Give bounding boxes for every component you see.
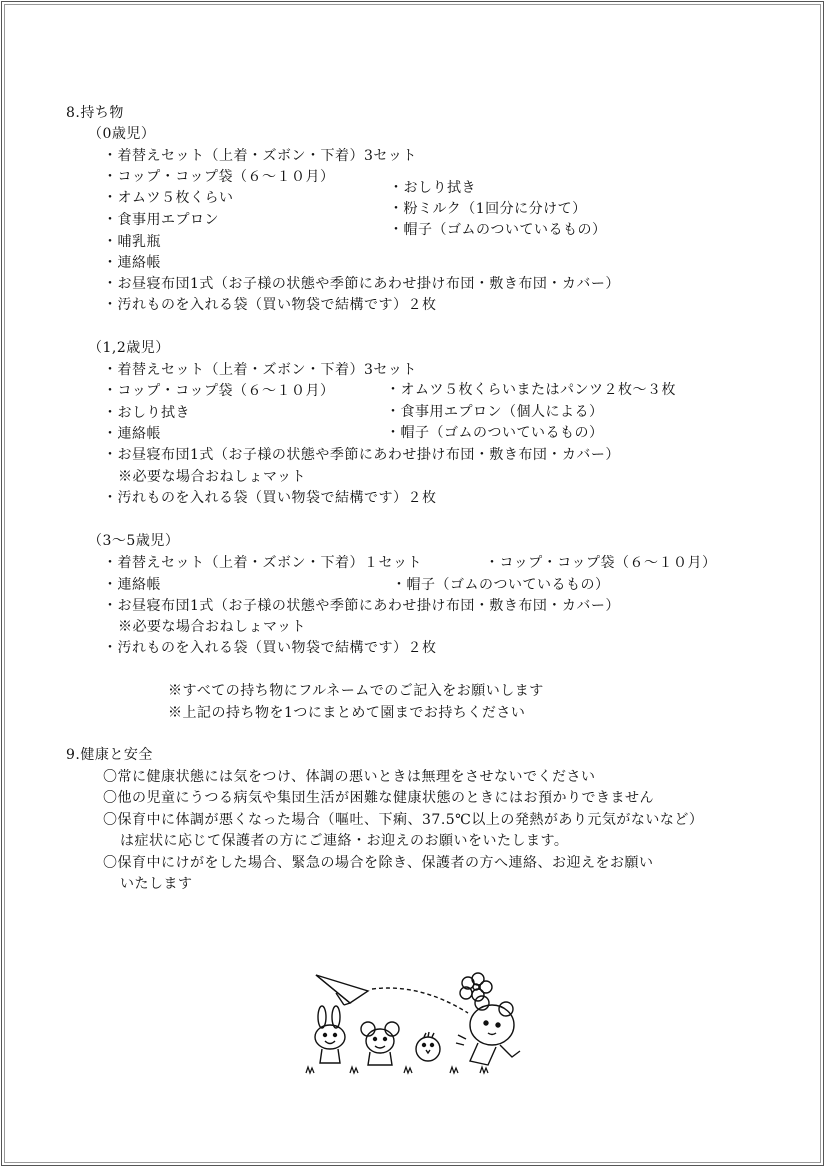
age0-item: ・オムツ５枚くらい xyxy=(103,190,234,206)
mouse-icon xyxy=(361,1022,399,1065)
age12-right-item: ・食事用エプロン（個人による） xyxy=(386,404,604,420)
chick-icon xyxy=(416,1032,440,1061)
health-item: いたします xyxy=(120,876,193,892)
age35-item: ・汚れものを入れる袋（買い物袋で結構です）２枚 xyxy=(103,640,437,656)
age12-label: （1,2歳児） xyxy=(88,340,170,356)
age12-item: ・コップ・コップ袋（６～１０月） xyxy=(103,383,335,399)
age35-right-item: ・コップ・コップ袋（６～１０月） xyxy=(485,555,717,571)
health-item: 〇常に健康状態には気をつけ、体調の悪いときは無理をさせないでください xyxy=(103,769,596,785)
age0-right-item: ・帽子（ゴムのついているもの） xyxy=(389,222,607,238)
age35-right-item: ・帽子（ゴムのついているもの） xyxy=(392,577,610,593)
running-bear-icon xyxy=(456,996,520,1065)
health-item: 〇保育中に体調が悪くなった場合（嘔吐、下痢、37.5℃以上の発熱があり元気がないなど） xyxy=(103,812,704,828)
age0-item: ・哺乳瓶 xyxy=(103,234,161,250)
age35-item: ・連絡帳 xyxy=(103,577,161,593)
age12-item: ・おしり拭き xyxy=(103,405,190,421)
age0-item: ・食事用エプロン xyxy=(103,212,219,228)
age0-label: （0歳児） xyxy=(88,126,156,142)
section9-heading: 9.健康と安全 xyxy=(66,747,153,763)
age12-item: ・着替えセット（上着・ズボン・下着）3セット xyxy=(103,362,417,378)
note: ※上記の持ち物を1つにまとめて園までお持ちください xyxy=(168,705,526,721)
health-item: は症状に応じて保護者の方にご連絡・お迎えのお願いをいたします。 xyxy=(120,833,569,849)
age0-item: ・お昼寝布団1式（お子様の状態や季節にあわせ掛け布団・敷き布団・カバー） xyxy=(103,276,620,292)
age0-right-item: ・おしり拭き xyxy=(389,180,476,196)
flower-icon xyxy=(460,973,492,1001)
health-item: 〇他の児童にうつる病気や集団生活が困難な健康状態のときにはお預かりできません xyxy=(103,790,654,806)
section8-heading: 8.持ち物 xyxy=(66,105,124,121)
note: ※すべての持ち物にフルネームでのご記入をお願いします xyxy=(168,683,544,699)
age0-item: ・汚れものを入れる袋（買い物袋で結構です）２枚 xyxy=(103,297,437,313)
age35-item: ・お昼寝布団1式（お子様の状態や季節にあわせ掛け布団・敷き布団・カバー） xyxy=(103,598,620,614)
paper-airplane-icon xyxy=(316,975,368,1005)
age0-item: ・コップ・コップ袋（６～１０月） xyxy=(103,169,335,185)
health-item: 〇保育中にけがをした場合、緊急の場合を除き、保護者の方へ連絡、お迎えをお願い xyxy=(103,855,654,871)
rabbit-icon xyxy=(315,1006,345,1063)
age35-label: （3～5歳児） xyxy=(88,533,180,549)
age12-right-item: ・オムツ５枚くらいまたはパンツ２枚～３枚 xyxy=(386,382,676,398)
age35-item: ※必要な場合おねしょマット xyxy=(118,619,306,635)
age12-item: ※必要な場合おねしょマット xyxy=(118,469,306,485)
age12-item: ・お昼寝布団1式（お子様の状態や季節にあわせ掛け布団・敷き布団・カバー） xyxy=(103,447,620,463)
age12-right-item: ・帽子（ゴムのついているもの） xyxy=(386,425,604,441)
grass-tufts xyxy=(306,1067,488,1073)
age0-right-item: ・粉ミルク（1回分に分けて） xyxy=(389,201,587,217)
age12-item: ・汚れものを入れる袋（買い物袋で結構です）２枚 xyxy=(103,490,437,506)
age0-item: ・着替えセット（上着・ズボン・下着）3セット xyxy=(103,148,417,164)
age12-item: ・連絡帳 xyxy=(103,426,161,442)
age0-item: ・連絡帳 xyxy=(103,255,161,271)
age35-item: ・着替えセット（上着・ズボン・下着）１セット xyxy=(103,555,422,571)
kids-illustration xyxy=(300,965,530,1080)
